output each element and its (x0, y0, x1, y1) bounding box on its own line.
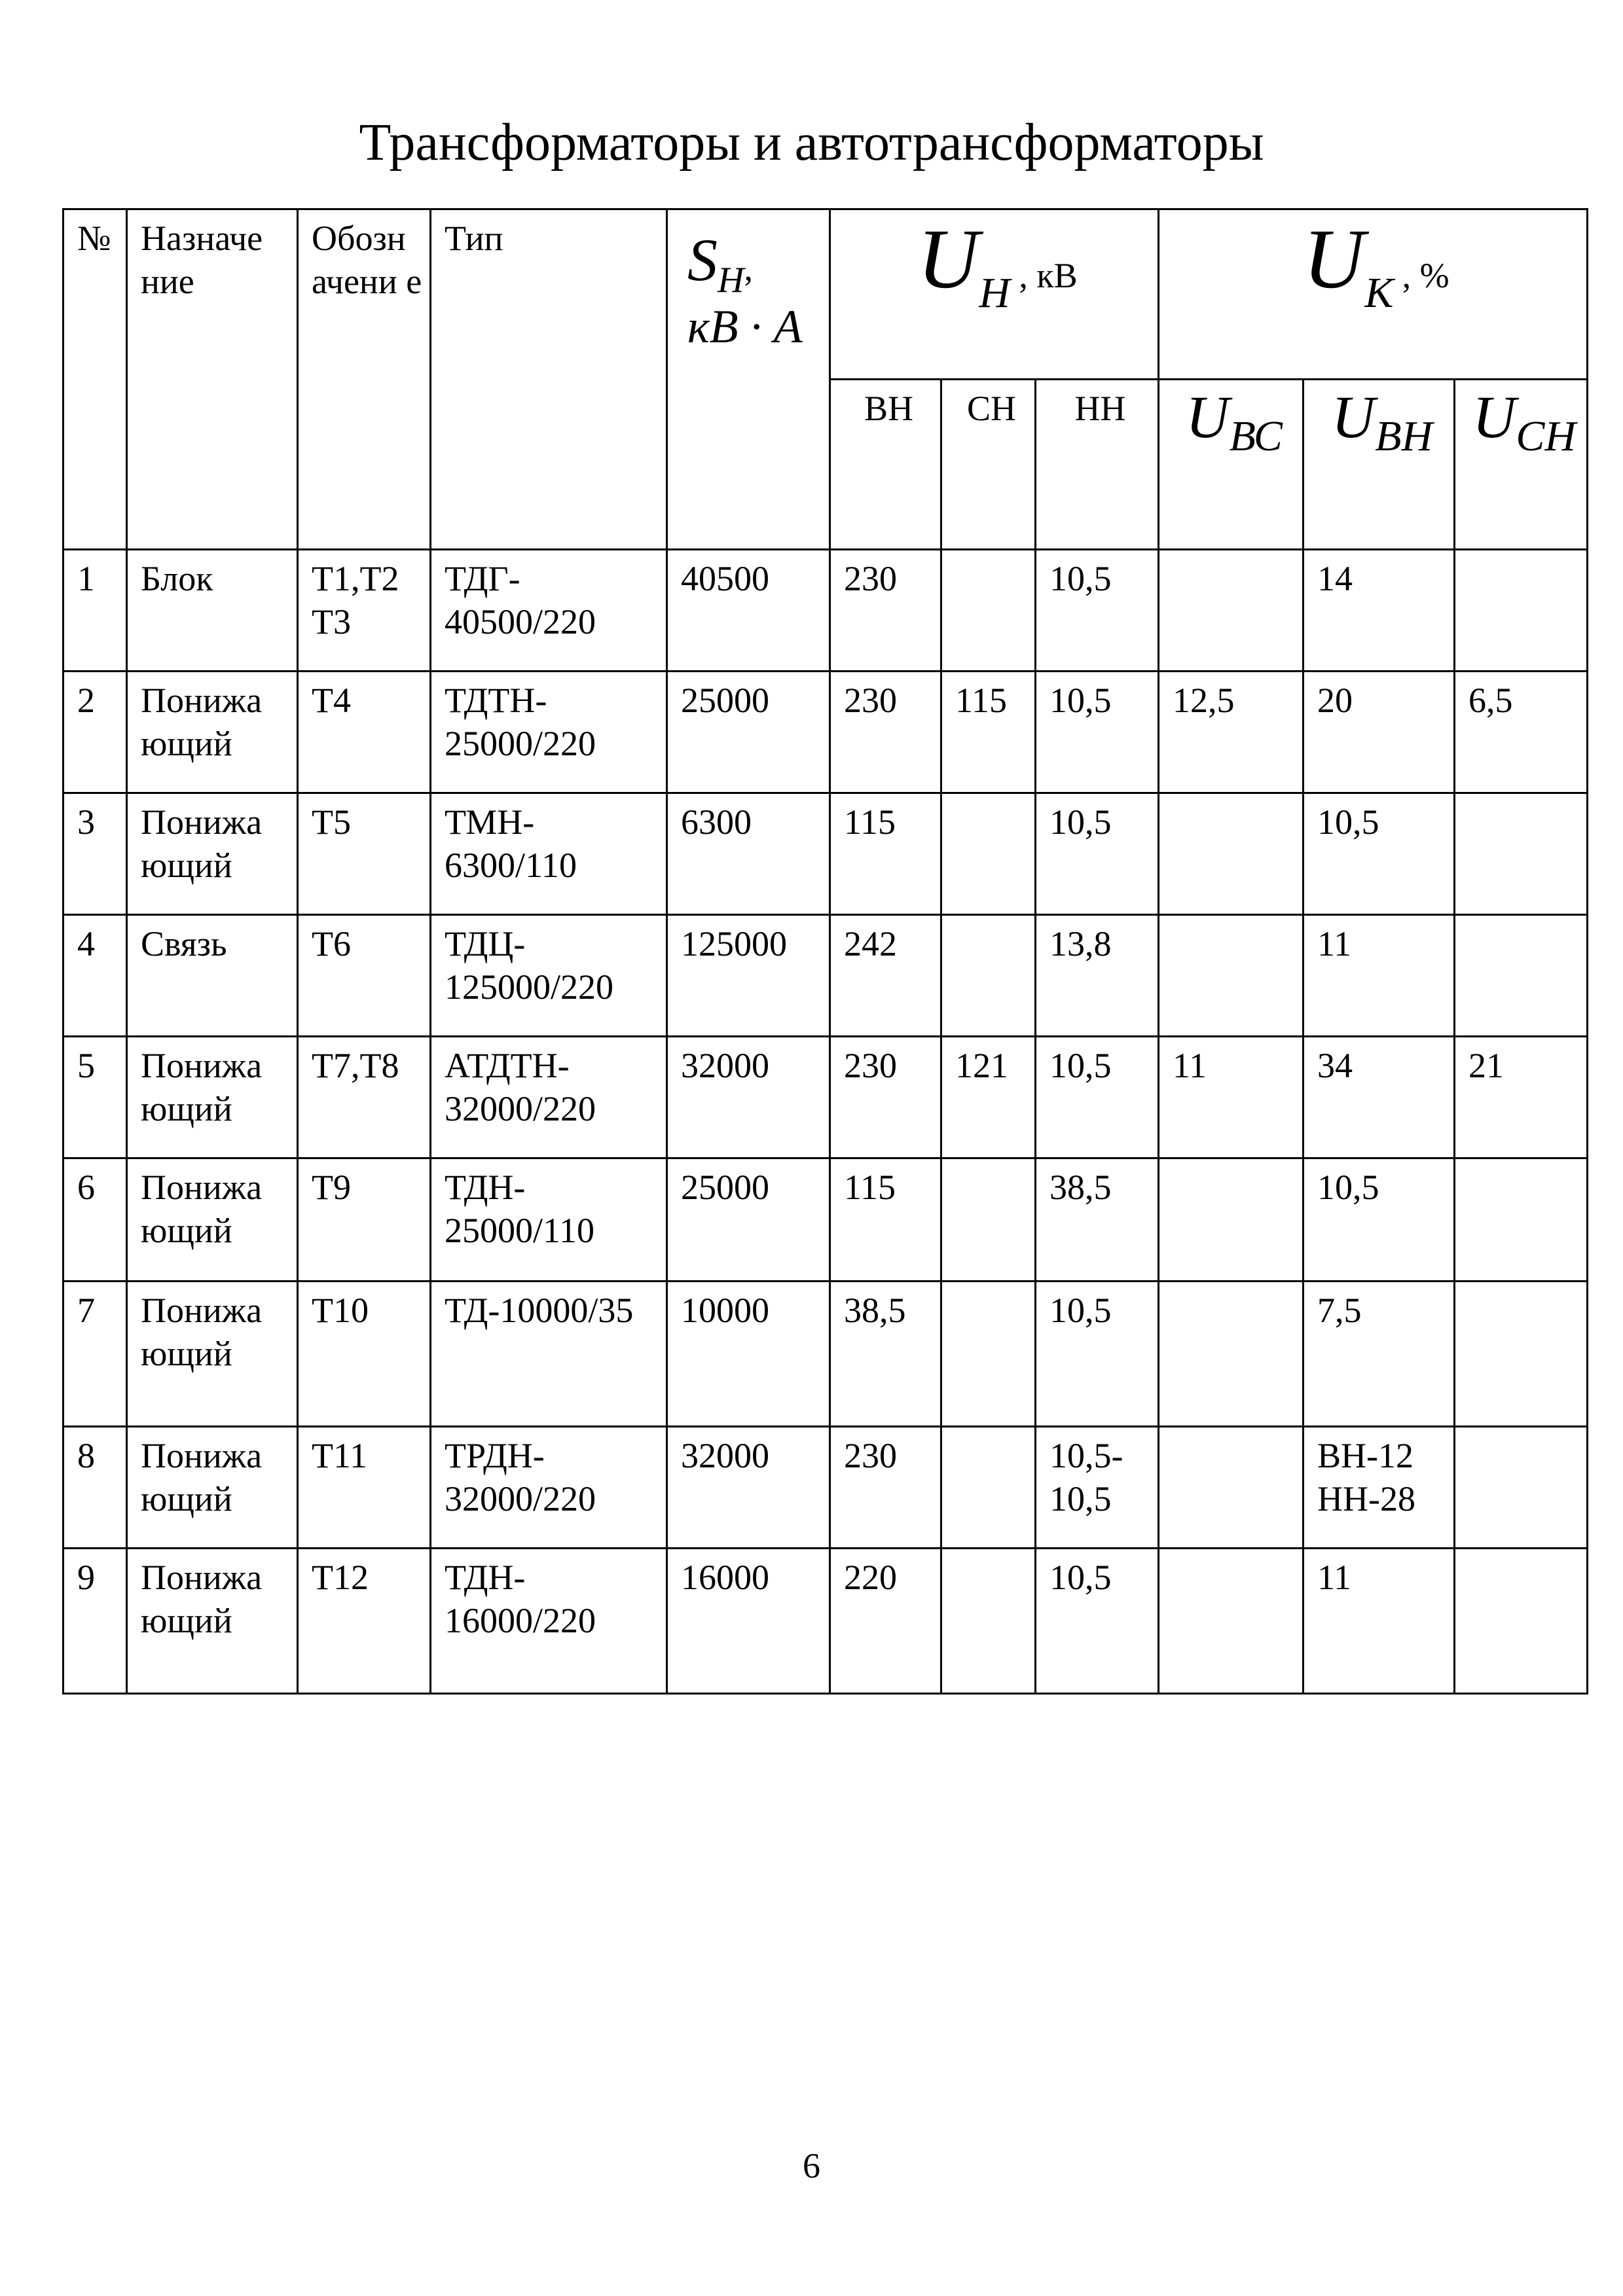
cell-vn: 230 (830, 550, 941, 672)
cell-ubc (1159, 1427, 1304, 1549)
cell-vn: 230 (830, 1427, 941, 1549)
cell-sn-voltage (941, 550, 1036, 672)
header-ubc (1159, 380, 1304, 550)
header-type: Тип (431, 209, 667, 550)
cell-type: ТМН- 6300/110 (431, 793, 667, 915)
cell-purpose: Блок (127, 550, 298, 672)
cell-vn: 230 (830, 672, 941, 793)
cell-designation: Т5 (298, 793, 431, 915)
cell-uch: 21 (1455, 1037, 1588, 1158)
cell-ubc (1159, 1158, 1304, 1282)
un-subscript: Н (979, 269, 1010, 317)
header-rated-voltage (830, 209, 1159, 380)
cell-num: 8 (64, 1427, 127, 1549)
cell-nn: 10,5 (1036, 672, 1159, 793)
cell-nn: 10,5 (1036, 1037, 1159, 1158)
cell-purpose: Понижа ющий (127, 1282, 298, 1427)
cell-ubc: 11 (1159, 1037, 1304, 1158)
cell-nn: 13,8 (1036, 915, 1159, 1037)
uch-symbol: U (1472, 384, 1516, 450)
cell-sn: 10000 (667, 1282, 830, 1427)
ubh-symbol: U (1331, 384, 1376, 450)
cell-ubc (1159, 1549, 1304, 1694)
sn-comma: , (744, 249, 753, 288)
cell-num: 6 (64, 1158, 127, 1282)
cell-num: 3 (64, 793, 127, 915)
cell-sn: 6300 (667, 793, 830, 915)
cell-num: 1 (64, 550, 127, 672)
cell-sn: 40500 (667, 550, 830, 672)
header-uch (1455, 380, 1588, 550)
table-row (64, 550, 1588, 672)
cell-designation: Т12 (298, 1549, 431, 1694)
cell-ubh: 34 (1304, 1037, 1455, 1158)
uch-subscript: СН (1516, 412, 1577, 460)
table-row (64, 915, 1588, 1037)
cell-sn-voltage (941, 1549, 1036, 1694)
page-title: Трансформаторы и автотрансформаторы (359, 114, 1264, 171)
un-unit: , кВ (1019, 256, 1078, 295)
cell-designation: Т6 (298, 915, 431, 1037)
header-ubh (1304, 380, 1455, 550)
cell-ubh: 20 (1304, 672, 1455, 793)
cell-sn: 125000 (667, 915, 830, 1037)
cell-ubc (1159, 793, 1304, 915)
header-num: № (64, 209, 127, 550)
cell-vn: 115 (830, 793, 941, 915)
cell-uch (1455, 1282, 1588, 1427)
cell-purpose: Понижа ющий (127, 1158, 298, 1282)
cell-ubc (1159, 1282, 1304, 1427)
sn-symbol: S (687, 226, 718, 293)
uk-symbol: U (1303, 212, 1365, 306)
cell-designation: Т7,Т8 (298, 1037, 431, 1158)
cell-sn: 25000 (667, 672, 830, 793)
cell-vn: 242 (830, 915, 941, 1037)
cell-ubh: 7,5 (1304, 1282, 1455, 1427)
cell-ubh: 11 (1304, 915, 1455, 1037)
page-number: 6 (803, 2146, 820, 2185)
cell-uch (1455, 1427, 1588, 1549)
cell-nn: 10,5 (1036, 550, 1159, 672)
cell-designation: Т9 (298, 1158, 431, 1282)
header-short-circuit-voltage (1159, 209, 1588, 380)
cell-sn-voltage (941, 1427, 1036, 1549)
cell-sn-voltage: 115 (941, 672, 1036, 793)
cell-nn: 10,5- 10,5 (1036, 1427, 1159, 1549)
cell-vn: 38,5 (830, 1282, 941, 1427)
cell-ubc (1159, 915, 1304, 1037)
cell-ubh: 11 (1304, 1549, 1455, 1694)
cell-sn: 32000 (667, 1427, 830, 1549)
transformers-table (62, 208, 1588, 1695)
cell-uch (1455, 793, 1588, 915)
cell-sn-voltage (941, 793, 1036, 915)
cell-purpose: Понижа ющий (127, 1037, 298, 1158)
cell-designation: Т11 (298, 1427, 431, 1549)
cell-ubh: 10,5 (1304, 1158, 1455, 1282)
cell-designation: Т4 (298, 672, 431, 793)
uk-unit: , % (1402, 256, 1450, 295)
cell-ubh: 10,5 (1304, 793, 1455, 915)
cell-type: ТДТН- 25000/220 (431, 672, 667, 793)
cell-uch (1455, 550, 1588, 672)
cell-ubh: ВН-12 НН-28 (1304, 1427, 1455, 1549)
cell-type: ТРДН- 32000/220 (431, 1427, 667, 1549)
cell-purpose: Понижа ющий (127, 1427, 298, 1549)
cell-purpose: Понижа ющий (127, 793, 298, 915)
table-row (64, 1037, 1588, 1158)
header-nn: НН (1036, 380, 1159, 550)
cell-uch (1455, 1158, 1588, 1282)
cell-type: ТДН- 16000/220 (431, 1549, 667, 1694)
cell-vn: 230 (830, 1037, 941, 1158)
header-rated-power (667, 209, 830, 550)
cell-sn: 16000 (667, 1549, 830, 1694)
cell-purpose: Связь (127, 915, 298, 1037)
table-row (64, 1549, 1588, 1694)
cell-nn: 10,5 (1036, 1549, 1159, 1694)
header-vn: ВН (830, 380, 941, 550)
cell-num: 2 (64, 672, 127, 793)
header-sn: СН (941, 380, 1036, 550)
ubc-subscript: ВС (1229, 412, 1283, 460)
un-symbol: U (917, 212, 979, 306)
cell-type: ТДЦ- 125000/220 (431, 915, 667, 1037)
cell-num: 9 (64, 1549, 127, 1694)
cell-nn: 38,5 (1036, 1158, 1159, 1282)
cell-vn: 115 (830, 1158, 941, 1282)
cell-sn-voltage: 121 (941, 1037, 1036, 1158)
table-row (64, 1158, 1588, 1282)
cell-designation: Т1,Т2 Т3 (298, 550, 431, 672)
table-row (64, 672, 1588, 793)
cell-purpose: Понижа ющий (127, 672, 298, 793)
ubc-symbol: U (1186, 384, 1230, 450)
cell-type: ТД-10000/35 (431, 1282, 667, 1427)
uk-subscript: К (1364, 269, 1394, 317)
cell-num: 7 (64, 1282, 127, 1427)
cell-type: ТДН- 25000/110 (431, 1158, 667, 1282)
cell-sn: 32000 (667, 1037, 830, 1158)
header-designation: Обозн ачени е (298, 209, 431, 550)
cell-sn-voltage (941, 1282, 1036, 1427)
ubh-subscript: ВН (1375, 412, 1433, 460)
cell-sn-voltage (941, 1158, 1036, 1282)
cell-uch (1455, 1549, 1588, 1694)
cell-vn: 220 (830, 1549, 941, 1694)
sn-subscript: Н (718, 260, 744, 300)
cell-ubc (1159, 550, 1304, 672)
cell-type: ТДГ- 40500/220 (431, 550, 667, 672)
cell-uch: 6,5 (1455, 672, 1588, 793)
cell-designation: Т10 (298, 1282, 431, 1427)
cell-ubh: 14 (1304, 550, 1455, 672)
cell-sn-voltage (941, 915, 1036, 1037)
cell-num: 4 (64, 915, 127, 1037)
header-purpose: Назначе ние (127, 209, 298, 550)
table-row (64, 1282, 1588, 1427)
cell-ubc: 12,5 (1159, 672, 1304, 793)
table-row (64, 793, 1588, 915)
table-row (64, 1427, 1588, 1549)
cell-purpose: Понижа ющий (127, 1549, 298, 1694)
cell-nn: 10,5 (1036, 793, 1159, 915)
cell-sn: 25000 (667, 1158, 830, 1282)
cell-nn: 10,5 (1036, 1282, 1159, 1427)
cell-uch (1455, 915, 1588, 1037)
sn-unit: кВ · А (687, 300, 803, 353)
cell-num: 5 (64, 1037, 127, 1158)
cell-type: АТДТН- 32000/220 (431, 1037, 667, 1158)
